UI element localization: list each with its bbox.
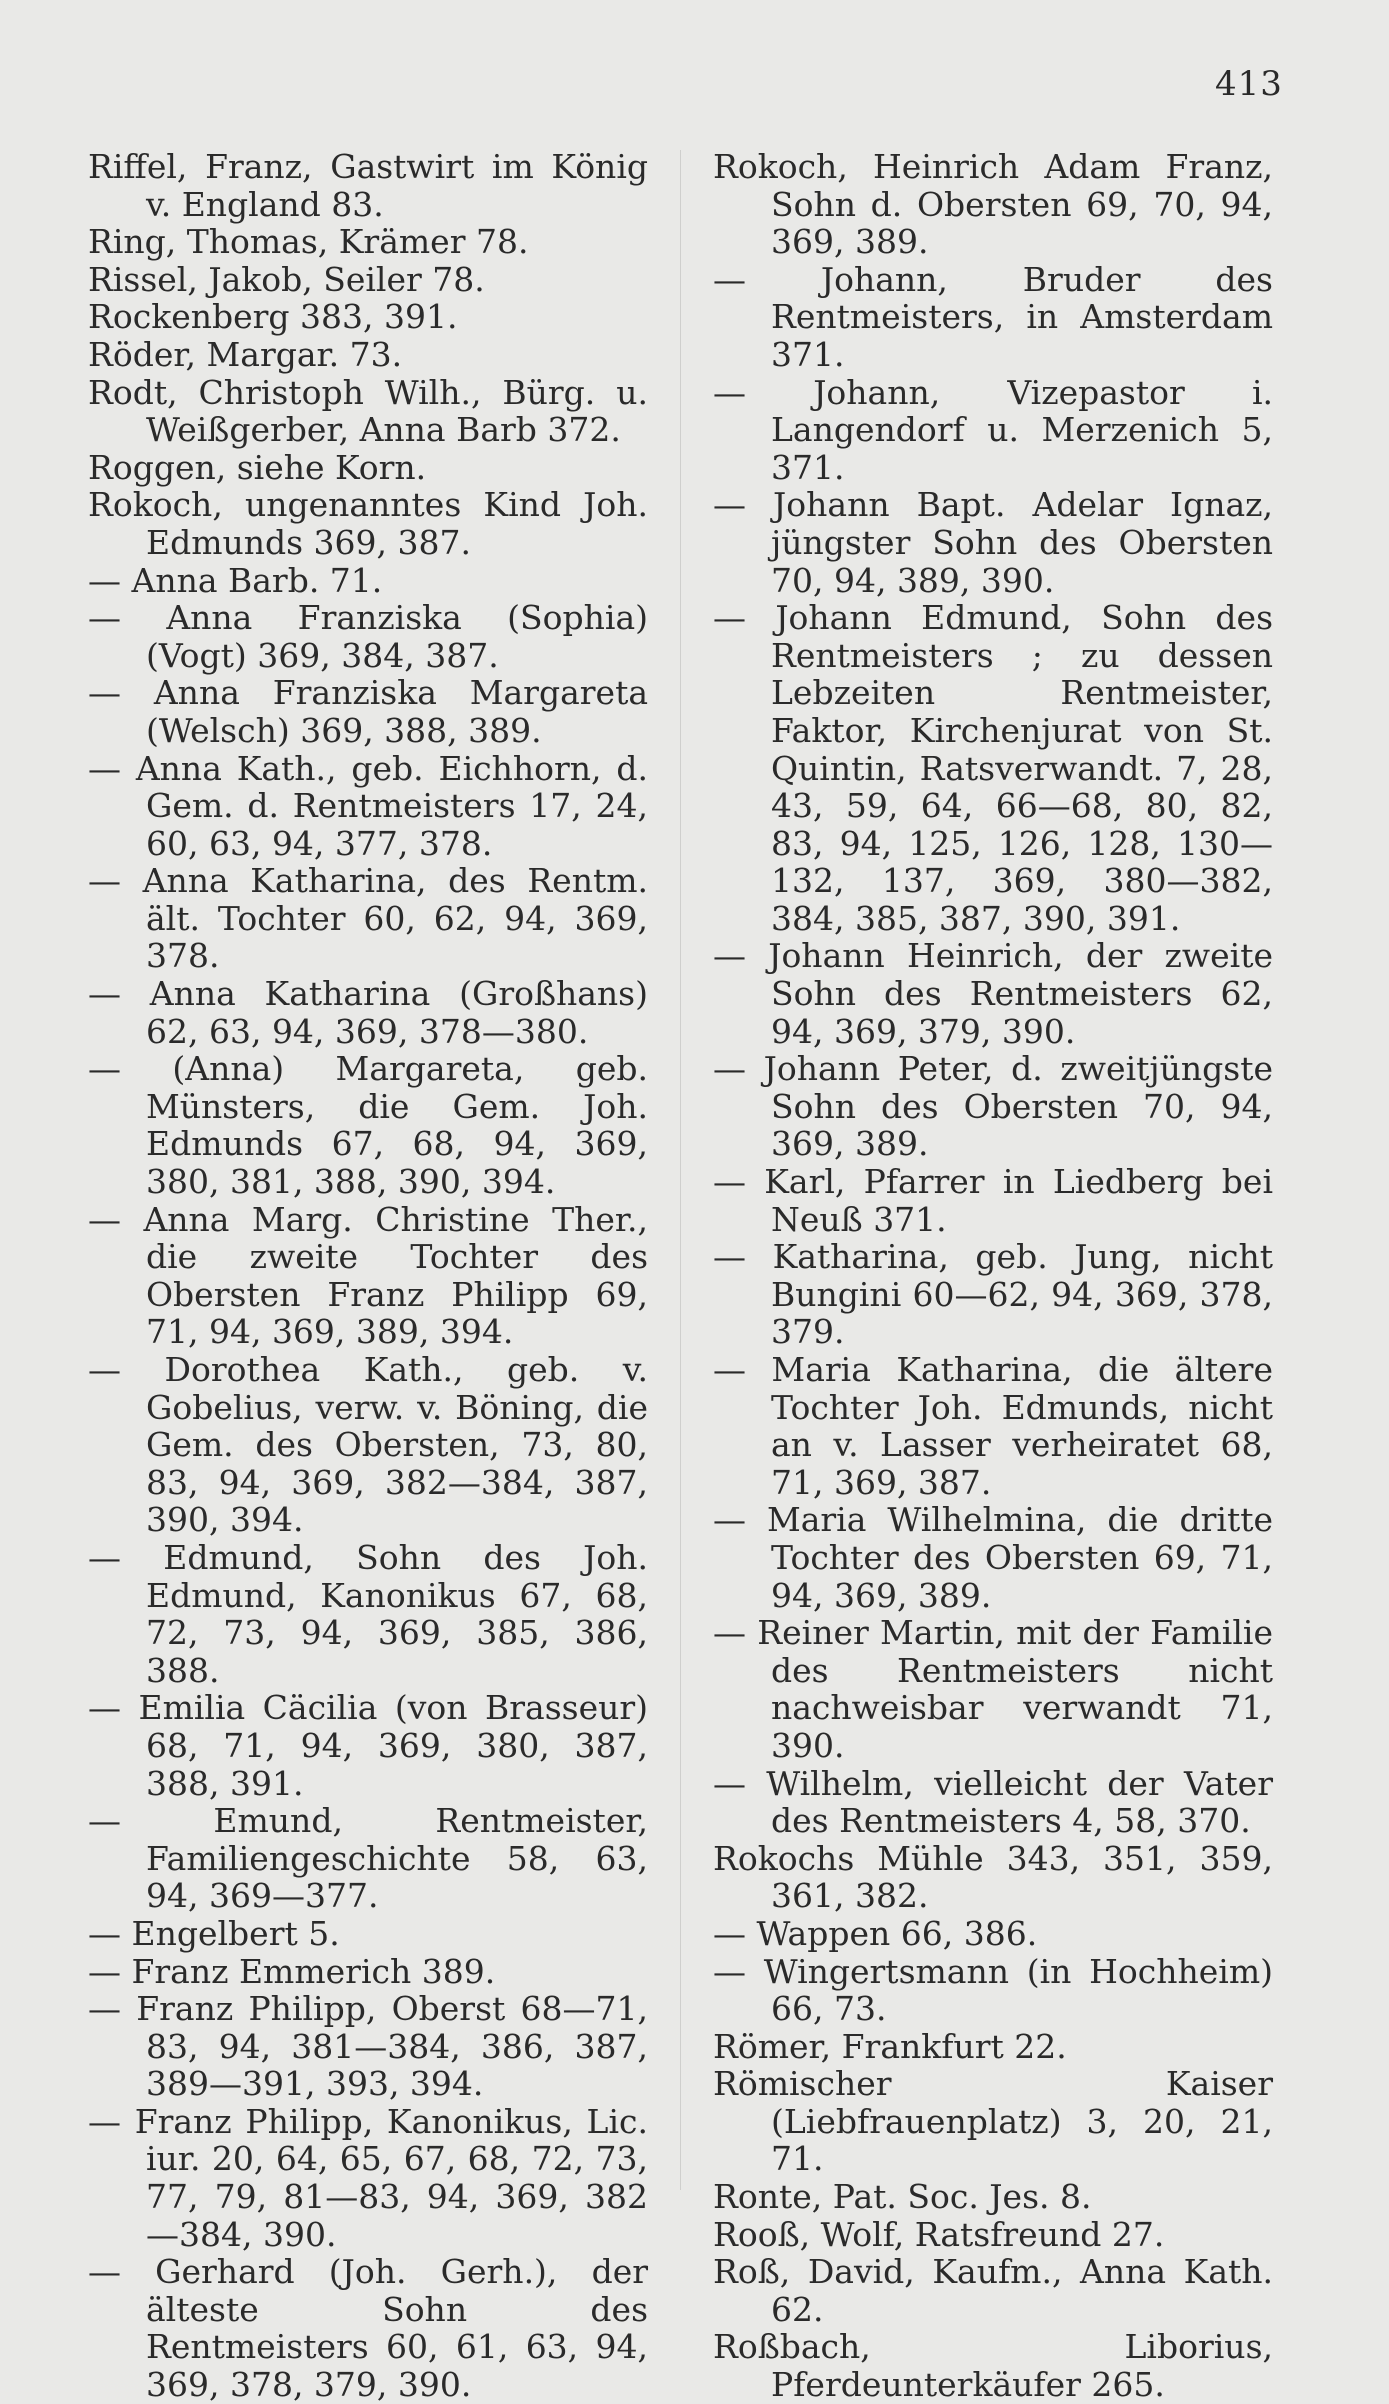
index-entry: — Johann Bapt. Adelar Ignaz, jüngster Sohn des Obersten 70, 94, 389, 390.	[713, 485, 1273, 600]
index-entry: — Maria Wilhelmina, die dritte Tochter des Obersten 69, 71, 94, 369, 389.	[713, 1500, 1273, 1615]
index-entry: Römischer Kaiser (Liebfrauenplatz) 3, 20, 21, 71.	[713, 2064, 1273, 2179]
index-entry: — Karl, Pfarrer in Liedberg bei Neuß 371.	[713, 1162, 1273, 1239]
index-column-left	[88, 148, 648, 2404]
index-entry: Rooß, Wolf, Ratsfreund 27.	[713, 2214, 1165, 2254]
index-entry: Riffel, Franz, Gastwirt im König v. England 83.	[88, 147, 648, 224]
index-entry: — Anna Franziska Margareta (Welsch) 369, 388, 389.	[88, 673, 648, 750]
index-entry: — Katharina, geb. Jung, nicht Bungini 60—62, 94, 369, 378, 379.	[713, 1237, 1273, 1352]
index-entry: Roßbach, Liborius, Pferdeunterkäufer 265.	[713, 2327, 1273, 2404]
index-entry: Rockenberg 383, 391.	[88, 297, 458, 337]
index-entry: — Anna Barb. 71.	[88, 560, 383, 600]
index-entry: Roggen, siehe Korn.	[88, 447, 427, 487]
index-entry: — Dorothea Kath., geb. v. Gobelius, verw. v. Böning, die Gem. des Obersten, 73, 80, 83, 94, 369, 382—384, 387, 390, 394.	[88, 1350, 648, 1540]
index-entry: — (Anna) Margareta, geb. Münsters, die Gem. Joh. Edmunds 67, 68, 94, 369, 380, 381, 388, 390, 394.	[88, 1049, 648, 1202]
index-entry: — Johann Heinrich, der zweite Sohn des Rentmeisters 62, 94, 369, 379, 390.	[713, 936, 1273, 1051]
index-entry: — Edmund, Sohn des Joh. Edmund, Kanonikus 67, 68, 72, 73, 94, 369, 385, 386, 388.	[88, 1537, 648, 1690]
index-entry: — Anna Kath., geb. Eichhorn, d. Gem. d. Rentmeisters 17, 24, 60, 63, 94, 377, 378.	[88, 748, 648, 863]
index-entry: — Franz Emmerich 389.	[88, 1951, 496, 1991]
index-entry: Rodt, Christoph Wilh., Bürg. u. Weißgerber, Anna Barb 372.	[88, 372, 648, 450]
index-entry: — Emilia Cäcilia (von Brasseur) 68, 71, 94, 369, 380, 387, 388, 391.	[88, 1688, 648, 1803]
index-column-right	[713, 148, 1273, 2404]
index-entry: — Johann Edmund, Sohn des Rentmeisters ; zu dessen Lebzeiten Rentmeister, Faktor, Kirchenjurat von St. Quintin, Ratsverwandt. 7, 28, 43, 59, 64, 66—68, 80, 82, 83, 94, 125, 126, 128, 130—132, 137, 369, 380—382, 384, 385, 387, 390, 391.	[713, 598, 1273, 938]
index-entry: Rokoch, Heinrich Adam Franz, Sohn d. Obersten 69, 70, 94, 369, 389.	[713, 147, 1273, 262]
index-entry: — Wilhelm, vielleicht der Vater des Rentmeisters 4, 58, 370.	[713, 1763, 1273, 1841]
index-entry: — Wappen 66, 386.	[713, 1913, 1038, 1953]
index-entry: — Emund, Rentmeister, Familiengeschichte 58, 63, 94, 369—377.	[88, 1801, 648, 1916]
index-entry: Rokochs Mühle 343, 351, 359, 361, 382.	[713, 1838, 1273, 1916]
index-entry: — Anna Katharina, des Rentm. ält. Tochter 60, 62, 94, 369, 378.	[88, 861, 648, 976]
index-entry: — Anna Franziska (Sophia) (Vogt) 369, 384, 387.	[88, 598, 648, 675]
index-entry: — Maria Katharina, die ältere Tochter Joh. Edmunds, nicht an v. Lasser verheiratet 68, 71, 369, 387.	[713, 1350, 1273, 1502]
index-entry: — Franz Philipp, Oberst 68—71, 83, 94, 381—384, 386, 387, 389—391, 393, 394.	[88, 1989, 648, 2104]
index-entry: — Wingertsmann (in Hochheim) 66, 73.	[713, 1951, 1273, 2029]
index-entry: Röder, Margar. 73.	[88, 334, 403, 374]
index-entry: — Anna Katharina (Großhans) 62, 63, 94, 369, 378—380.	[88, 974, 648, 1051]
index-entry: — Johann Peter, d. zweitjüngste Sohn des Obersten 70, 94, 369, 389.	[713, 1049, 1273, 1164]
index-entry: — Johann, Bruder des Rentmeisters, in Amsterdam 371.	[713, 259, 1273, 374]
index-entry: Römer, Frankfurt 22.	[713, 2026, 1067, 2066]
index-entry: — Anna Marg. Christine Ther., die zweite Tochter des Obersten Franz Philipp 69, 71, 94, 369, 389, 394.	[88, 1199, 648, 1352]
index-entry: — Reiner Martin, mit der Familie des Rentmeisters nicht nachweisbar verwandt 71, 390.	[713, 1613, 1273, 1765]
index-entry: — Franz Philipp, Kanonikus, Lic. iur. 20, 64, 65, 67, 68, 72, 73, 77, 79, 81—83, 94, 369, 382—384, 390.	[88, 2101, 648, 2254]
index-entry: Roß, David, Kaufm., Anna Kath. 62.	[713, 2252, 1273, 2329]
index-entry: — Gerhard (Joh. Gerh.), der älteste Sohn des Rentmeisters 60, 61, 63, 94, 369, 378, 379, 390.	[88, 2252, 648, 2404]
page-number: 413	[1215, 64, 1283, 104]
index-entry: — Engelbert 5.	[88, 1913, 340, 1953]
index-entry: Rokoch, ungenanntes Kind Joh. Edmunds 369, 387.	[88, 485, 648, 562]
index-entry: Ronte, Pat. Soc. Jes. 8.	[713, 2177, 1092, 2217]
index-entry: — Johann, Vizepastor i. Langendorf u. Merzenich 5, 371.	[713, 372, 1273, 487]
index-entry: Ring, Thomas, Krämer 78.	[88, 222, 529, 262]
column-divider	[680, 150, 681, 2190]
index-entry: Rissel, Jakob, Seiler 78.	[88, 259, 485, 299]
